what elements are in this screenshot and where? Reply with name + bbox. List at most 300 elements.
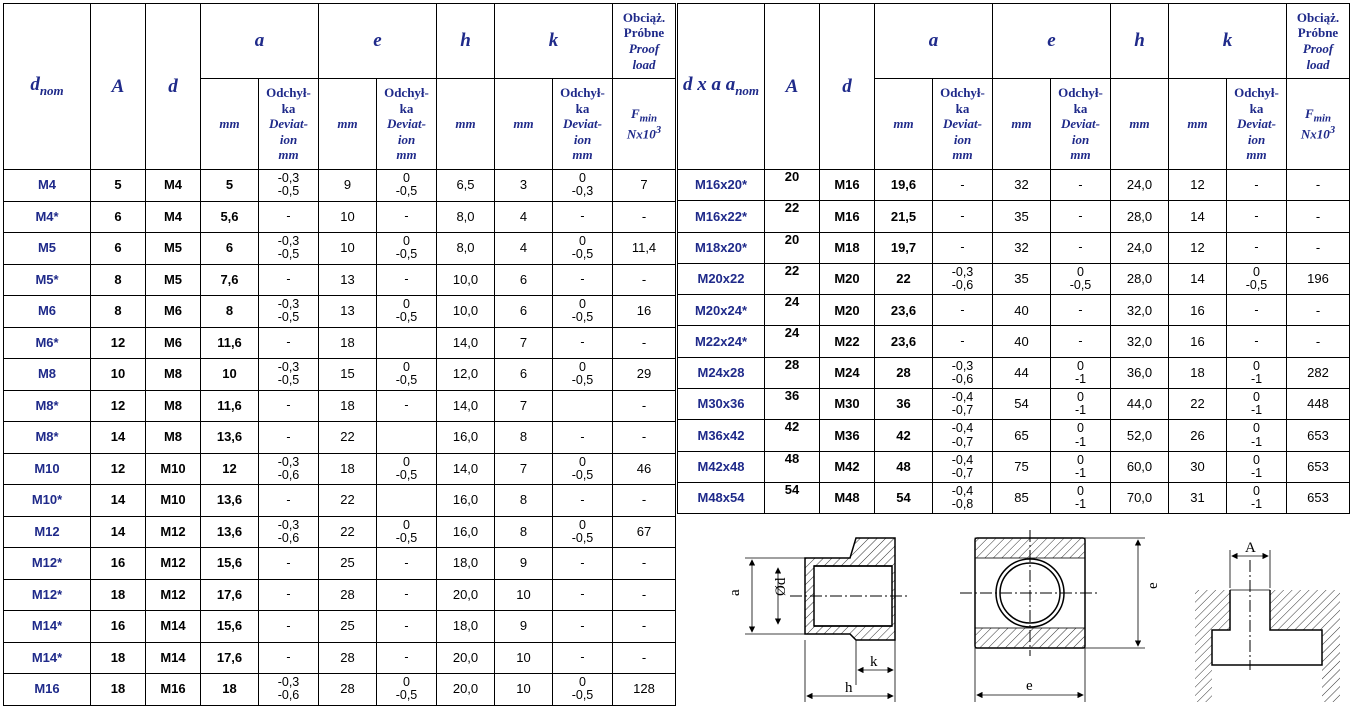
label-od: Ød [773,577,789,596]
table-row [4,579,676,611]
cell-d: M18 [820,232,875,263]
cell-A: 12 [91,327,146,359]
cell-e: 85 [993,482,1051,513]
cell-k: 10 [495,674,553,706]
cell-a: 13,6 [201,485,259,517]
k-mm: mm [495,79,553,170]
cell-k: 18 [1169,357,1227,388]
cell-e-deviation: - [377,611,437,643]
col-k: k [495,4,613,79]
cell-k: 14 [1169,201,1227,232]
table-row [4,674,676,706]
cell-h: 14,0 [437,453,495,485]
cell-a-deviation: -0,4 -0,7 [933,451,993,482]
cell-d: M6 [146,296,201,328]
cell-e-deviation: 0 -0,5 [377,453,437,485]
cell-k: 7 [495,390,553,422]
cell-dnom: M4* [4,201,91,233]
cell-A: 20 [765,232,820,263]
cell-e-deviation: - [1051,326,1111,357]
right-table-body [678,170,1350,514]
table-row [678,326,1350,357]
cell-k: 8 [495,422,553,454]
cell-a: 11,6 [201,390,259,422]
cell-e-deviation [377,327,437,359]
cell-a: 5,6 [201,201,259,233]
cell-k-deviation: 0 -0,5 [553,359,613,391]
col-A-right: A [765,4,820,170]
cell-e: 28 [319,642,377,674]
a-mm-right: mm [875,79,933,170]
cell-k-deviation: - [553,422,613,454]
cell-k-deviation: 0 -1 [1227,357,1287,388]
cell-A: 42 [765,420,820,451]
cell-d: M8 [146,422,201,454]
cell-A: 10 [91,359,146,391]
cell-fmin: - [613,611,676,643]
cell-a-deviation: - [259,485,319,517]
table-row [678,263,1350,294]
cell-k-deviation: - [553,548,613,580]
cell-e: 28 [319,674,377,706]
cell-e: 25 [319,611,377,643]
cell-k: 22 [1169,389,1227,420]
cell-e: 22 [319,422,377,454]
cell-e: 35 [993,263,1051,294]
cell-k: 31 [1169,482,1227,513]
label-h: h [845,680,853,696]
col-a-right: a [875,4,993,79]
cell-a-deviation: - [259,327,319,359]
cell-fmin: 128 [613,674,676,706]
cell-e-deviation: 0 -1 [1051,389,1111,420]
label-k: k [870,654,878,670]
t-slot-view [1195,550,1340,702]
cell-e-deviation: - [377,579,437,611]
a-mm: mm [201,79,259,170]
cell-A: 6 [91,233,146,265]
cell-a-deviation: -0,3 -0,6 [259,453,319,485]
table-row [678,201,1350,232]
side-section-view [745,538,910,702]
cell-a-deviation: - [933,295,993,326]
table-row [4,327,676,359]
cell-dnom: M16 [4,674,91,706]
cell-dnom: M36x42 [678,420,765,451]
table-row [4,548,676,580]
cell-A: 24 [765,326,820,357]
cell-k-deviation: - [1227,201,1287,232]
cell-A: 22 [765,263,820,294]
cell-a-deviation: - [259,201,319,233]
e-mm: mm [319,79,377,170]
cell-e-deviation: - [1051,170,1111,201]
table-row [4,611,676,643]
cell-a-deviation: -0,4 -0,7 [933,420,993,451]
cell-d: M10 [146,485,201,517]
cell-fmin: - [613,327,676,359]
cell-d: M24 [820,357,875,388]
cell-a: 10 [201,359,259,391]
cell-h: 16,0 [437,485,495,517]
col-d-right: d [820,4,875,170]
cell-e: 18 [319,453,377,485]
cell-fmin: 67 [613,516,676,548]
cell-k-deviation: - [553,579,613,611]
cell-h: 20,0 [437,674,495,706]
col-e: e [319,4,437,79]
table-row [4,170,676,202]
table-row [678,170,1350,201]
right-table [677,3,1350,514]
cell-d: M20 [820,295,875,326]
cell-a-deviation: -0,3 -0,6 [259,674,319,706]
cell-dnom: M4 [4,170,91,202]
table-row [4,359,676,391]
cell-k: 16 [1169,295,1227,326]
a-deviation-right: Odchył- ka Deviat- ion mm [933,79,993,170]
cell-a-deviation: - [259,611,319,643]
cell-fmin: 16 [613,296,676,328]
cell-e: 40 [993,295,1051,326]
cell-dnom: M22x24* [678,326,765,357]
cell-h: 8,0 [437,201,495,233]
cell-a-deviation: -0,3 -0,6 [259,516,319,548]
cell-k: 26 [1169,420,1227,451]
cell-d: M14 [146,611,201,643]
cell-fmin: - [613,390,676,422]
cell-A: 18 [91,642,146,674]
cell-k-deviation: 0 -0,5 [553,453,613,485]
cell-fmin: 282 [1287,357,1350,388]
cell-e-deviation: 0 -0,5 [377,516,437,548]
cell-e-deviation: 0 -1 [1051,420,1111,451]
cell-dnom: M10 [4,453,91,485]
label-a: a [727,589,743,596]
cell-a: 11,6 [201,327,259,359]
fmin: $F_{min}$ $Nx10^3$ [613,79,676,170]
cell-A: 14 [91,516,146,548]
col-load-right: Obciąż. Próbne Proof load [1287,4,1350,79]
cell-e: 40 [993,326,1051,357]
cell-A: 12 [91,390,146,422]
k-mm-right: mm [1169,79,1227,170]
cell-e-deviation: - [377,642,437,674]
cell-h: 18,0 [437,548,495,580]
col-h: h [437,4,495,79]
cell-fmin: - [613,201,676,233]
table-row [678,420,1350,451]
cell-k: 9 [495,548,553,580]
cell-a: 17,6 [201,642,259,674]
cell-a: 42 [875,420,933,451]
cell-e: 22 [319,516,377,548]
cell-e: 22 [319,485,377,517]
table-row [4,485,676,517]
cell-e: 15 [319,359,377,391]
cell-e-deviation: 0 -0,5 [377,170,437,202]
table-row [4,390,676,422]
cell-h: 14,0 [437,327,495,359]
cell-fmin: - [1287,295,1350,326]
cell-k: 8 [495,485,553,517]
cell-a: 13,6 [201,516,259,548]
cell-e: 32 [993,232,1051,263]
cell-k-deviation: 0 -1 [1227,482,1287,513]
table-row [4,422,676,454]
e-mm-right: mm [993,79,1051,170]
left-table-body [4,170,676,706]
cell-dnom: M12* [4,579,91,611]
fmin-right: $F_{min}$ $Nx10^3$ [1287,79,1350,170]
cell-a-deviation: - [259,579,319,611]
cell-fmin: 29 [613,359,676,391]
cell-k: 14 [1169,263,1227,294]
cell-A: 18 [91,674,146,706]
cell-h: 36,0 [1111,357,1169,388]
cell-a: 6 [201,233,259,265]
cell-A: 18 [91,579,146,611]
cell-fmin: 653 [1287,482,1350,513]
cell-dnom: M5* [4,264,91,296]
cell-e-deviation: 0 -1 [1051,451,1111,482]
cell-k-deviation: 0 -1 [1227,451,1287,482]
e-deviation: Odchył- ka Deviat- ion mm [377,79,437,170]
cell-h: 16,0 [437,422,495,454]
cell-a: 5 [201,170,259,202]
col-A: A [91,4,146,170]
cell-d: M10 [146,453,201,485]
cell-d: M36 [820,420,875,451]
cell-k: 16 [1169,326,1227,357]
cell-a: 23,6 [875,295,933,326]
cell-d: M8 [146,359,201,391]
cell-k: 6 [495,359,553,391]
cell-e: 18 [319,327,377,359]
cell-e: 10 [319,233,377,265]
cell-a-deviation: -0,3 -0,5 [259,359,319,391]
cell-d: M6 [146,327,201,359]
cell-d: M22 [820,326,875,357]
cell-fmin: - [613,485,676,517]
cell-fmin: - [613,422,676,454]
cell-k-deviation: - [553,264,613,296]
cell-fmin: - [613,579,676,611]
cell-k-deviation: 0 -0,5 [553,516,613,548]
cell-d: M16 [820,201,875,232]
cell-a-deviation: -0,4 -0,8 [933,482,993,513]
cell-dnom: M5 [4,233,91,265]
cell-a-deviation: - [933,170,993,201]
e-deviation-right: Odchył- ka Deviat- ion mm [1051,79,1111,170]
table-row [4,264,676,296]
cell-d: M12 [146,516,201,548]
cell-a: 17,6 [201,579,259,611]
cell-k: 6 [495,296,553,328]
top-view [960,530,1145,702]
table-row [4,516,676,548]
cell-dnom: M8* [4,390,91,422]
cell-d: M5 [146,264,201,296]
cell-dnom: M12 [4,516,91,548]
cell-h: 10,0 [437,264,495,296]
cell-d: M48 [820,482,875,513]
cell-h: 28,0 [1111,201,1169,232]
cell-A: 12 [91,453,146,485]
cell-dnom: M20x24* [678,295,765,326]
table-row [4,233,676,265]
cell-e-deviation: - [377,264,437,296]
cell-k-deviation: - [553,611,613,643]
cell-k: 7 [495,453,553,485]
cell-fmin: 196 [1287,263,1350,294]
h-mm-right: mm [1111,79,1169,170]
cell-k-deviation: - [553,485,613,517]
cell-dnom: M14* [4,611,91,643]
cell-e: 44 [993,357,1051,388]
cell-a: 22 [875,263,933,294]
cell-e-deviation: 0 -1 [1051,482,1111,513]
cell-a-deviation: -0,4 -0,7 [933,389,993,420]
cell-dnom: M24x28 [678,357,765,388]
cell-e-deviation: - [1051,295,1111,326]
k-deviation-right: Odchył- ka Deviat- ion mm [1227,79,1287,170]
left-table [3,3,676,706]
cell-e: 32 [993,170,1051,201]
cell-k-deviation: - [1227,232,1287,263]
cell-k-deviation: - [1227,170,1287,201]
cell-A: 5 [91,170,146,202]
cell-h: 60,0 [1111,451,1169,482]
cell-dnom: M6 [4,296,91,328]
cell-a: 18 [201,674,259,706]
cell-k-deviation: 0 -0,3 [553,170,613,202]
cell-d: M5 [146,233,201,265]
cell-k: 8 [495,516,553,548]
table-row [4,201,676,233]
cell-A: 6 [91,201,146,233]
table-row [678,232,1350,263]
cell-h: 16,0 [437,516,495,548]
cell-k-deviation: - [1227,326,1287,357]
table-row [678,482,1350,513]
table-row [4,642,676,674]
cell-k-deviation: 0 -0,5 [553,233,613,265]
cell-dnom: M18x20* [678,232,765,263]
cell-dnom: M10* [4,485,91,517]
cell-a: 48 [875,451,933,482]
cell-e-deviation: - [1051,201,1111,232]
a-deviation: Odchył- ka Deviat- ion mm [259,79,319,170]
col-load: Obciąż. Próbne Proof load [613,4,676,79]
cell-h: 70,0 [1111,482,1169,513]
cell-a-deviation: -0,3 -0,5 [259,170,319,202]
cell-A: 8 [91,264,146,296]
cell-k: 30 [1169,451,1227,482]
cell-a-deviation: -0,3 -0,6 [933,263,993,294]
cell-h: 32,0 [1111,295,1169,326]
cell-h: 6,5 [437,170,495,202]
cell-e: 75 [993,451,1051,482]
cell-a-deviation: -0,3 -0,6 [933,357,993,388]
cell-a-deviation: -0,3 -0,5 [259,233,319,265]
cell-A: 28 [765,357,820,388]
col-a: a [201,4,319,79]
cell-a-deviation: - [259,548,319,580]
cell-fmin: 653 [1287,451,1350,482]
cell-k-deviation: 0 -0,5 [553,296,613,328]
cell-a: 19,7 [875,232,933,263]
cell-fmin: - [613,264,676,296]
h-mm: mm [437,79,495,170]
cell-d: M30 [820,389,875,420]
cell-e: 10 [319,201,377,233]
cell-k: 6 [495,264,553,296]
cell-h: 44,0 [1111,389,1169,420]
cell-h: 14,0 [437,390,495,422]
cell-k-deviation: 0 -1 [1227,420,1287,451]
cell-A: 36 [765,389,820,420]
cell-e-deviation [377,485,437,517]
table-row [678,295,1350,326]
cell-h: 32,0 [1111,326,1169,357]
cell-fmin: - [613,548,676,580]
cell-A: 16 [91,548,146,580]
cell-dnom: M16x20* [678,170,765,201]
cell-fmin: - [1287,170,1350,201]
table-row [4,296,676,328]
cell-A: 20 [765,170,820,201]
col-h-right: h [1111,4,1169,79]
cell-h: 20,0 [437,642,495,674]
cell-a-deviation: - [259,642,319,674]
cell-k: 10 [495,579,553,611]
col-k-right: k [1169,4,1287,79]
label-e-side: e [1145,582,1161,589]
cell-dnom: M48x54 [678,482,765,513]
cell-d: M4 [146,201,201,233]
cell-fmin: - [613,642,676,674]
cell-k-deviation: - [553,642,613,674]
cell-k-deviation [553,390,613,422]
cell-h: 28,0 [1111,263,1169,294]
cell-e: 13 [319,264,377,296]
cell-fmin: - [1287,326,1350,357]
table-row [678,357,1350,388]
cell-dnom: M6* [4,327,91,359]
cell-e-deviation: 0 -1 [1051,357,1111,388]
cell-h: 24,0 [1111,232,1169,263]
cell-dnom: M8* [4,422,91,454]
cell-h: 20,0 [437,579,495,611]
cell-d: M42 [820,451,875,482]
cell-dnom: M8 [4,359,91,391]
cell-d: M20 [820,263,875,294]
cell-a: 36 [875,389,933,420]
cell-a: 54 [875,482,933,513]
cell-d: M8 [146,390,201,422]
cell-dnom: M12* [4,548,91,580]
cell-fmin: - [1287,201,1350,232]
cell-A: 8 [91,296,146,328]
cell-k-deviation: 0 -1 [1227,389,1287,420]
cell-e-deviation [377,422,437,454]
cell-A: 54 [765,482,820,513]
cell-e-deviation: - [377,548,437,580]
cell-e: 65 [993,420,1051,451]
cell-e: 13 [319,296,377,328]
col-dnom: $d_{nom}$ [4,4,91,170]
